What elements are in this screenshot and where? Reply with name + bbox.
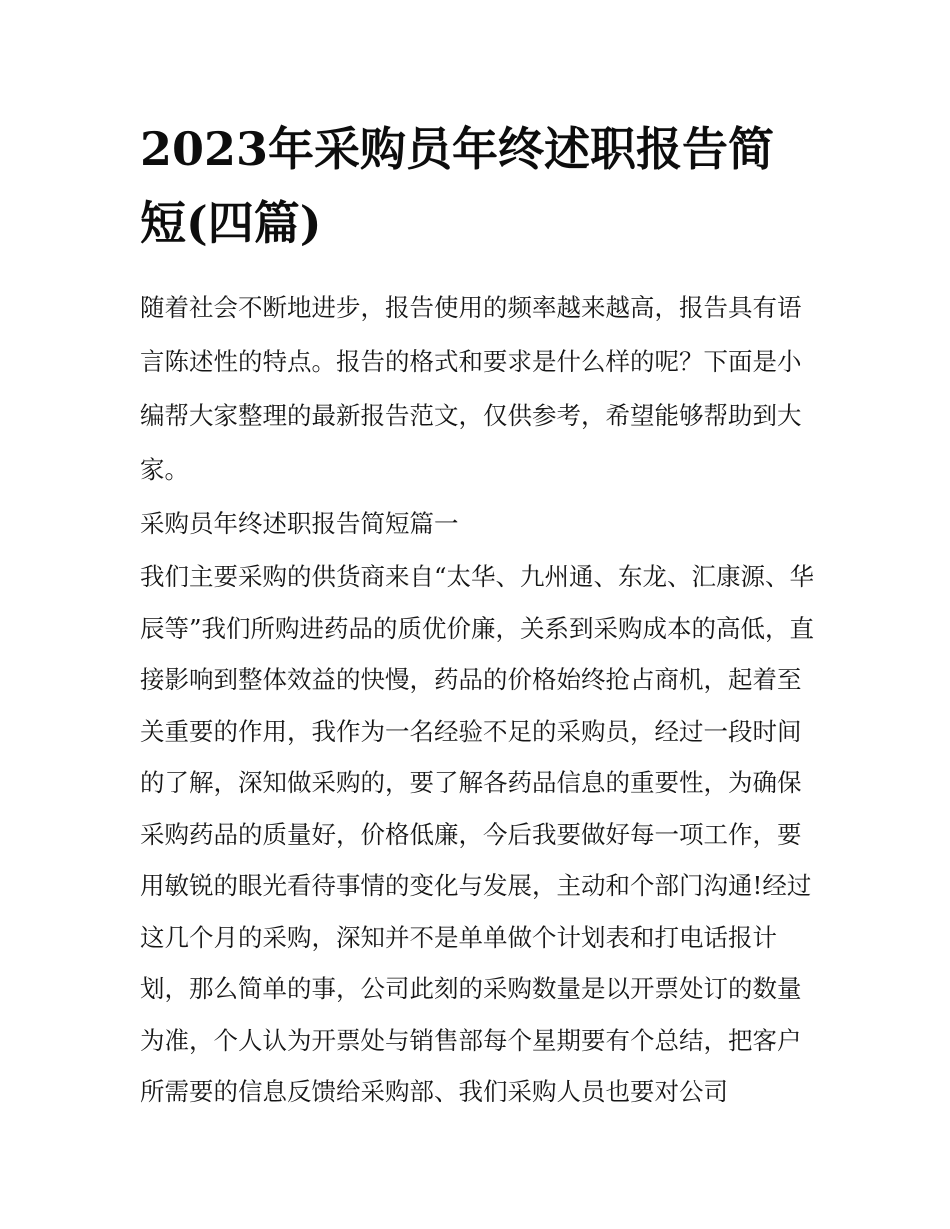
intro-paragraph: 随着社会不断地进步，报告使用的频率越来越高，报告具有语言陈述性的特点。报告的格式和要求是什么样的呢？下面是小编帮大家整理的最新报告范文，仅供参考，希望能够帮助到大家。 (140, 293, 802, 484)
document-body (140, 281, 815, 1118)
body-paragraph: 我们主要采购的供货商来自“太华、九州通、东龙、汇康源、华辰等”我们所购进药品的质优价廉，关系到采购成本的高低，直接影响到整体效益的快慢，药品的价格始终抢占商机，起着至关重要的作用，我作为一名经验不足的采购员，经过一段时间的了解，深知做采购的，要了解各药品信息的重要性，为确保采购药品的质量好，价格低廉，今后我要做好每一项工作，要用敏锐的眼光看待事情的变化与发展，主动和个部门沟通!经过这几个月的采购，深知并不是单单做个计划表和打电话报计划，那么简单的事，公司此刻的采购数量是以开票处订的数量为准，个人认为开票处与销售部每个星期要有个总结，把客户所需要的信息反馈给采购部、我们采购人员也要对公司 (140, 562, 815, 1106)
document-title: 2023年采购员年终述职报告简短(四篇) (140, 122, 775, 250)
section-heading: 采购员年终述职报告简短篇一 (140, 509, 459, 538)
